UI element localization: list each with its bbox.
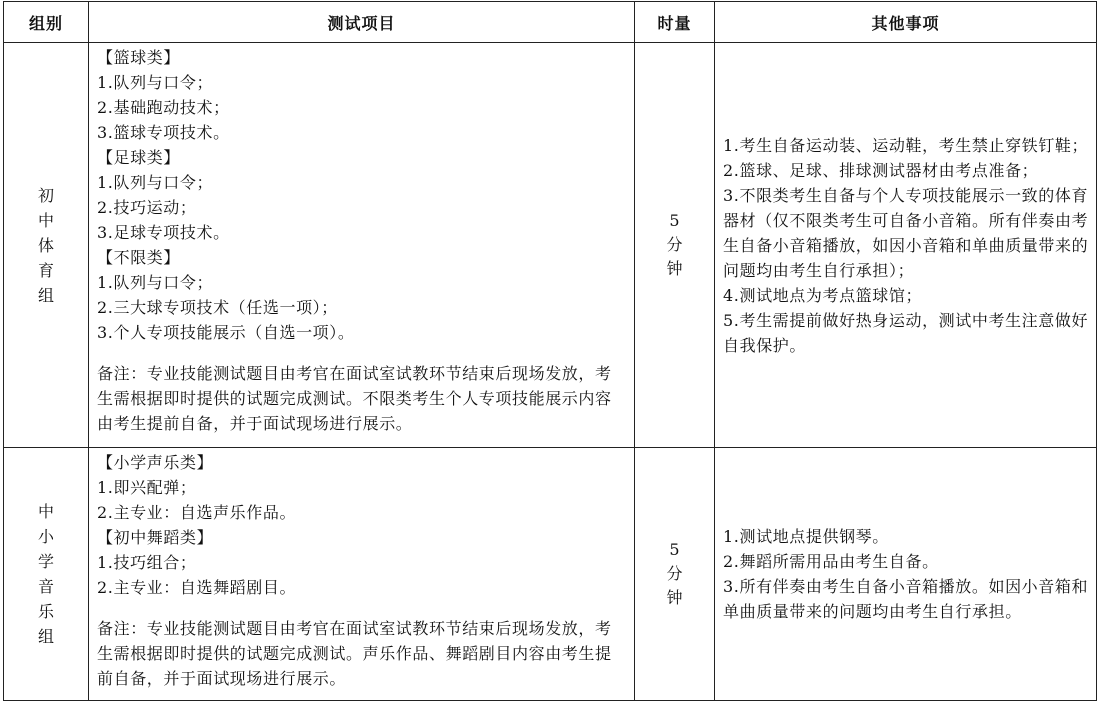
items-cell (89, 43, 635, 448)
note-text: 备注：专业技能测试题目由考官在面试室试教环节结束后现场发放，考生需根据即时提供的试题完成测试。声乐作品、舞蹈剧目内容由考生提前自备，并于面试现场进行展示。 (97, 619, 612, 688)
time-value: 5分钟 (666, 540, 683, 607)
item-line: 【初中舞蹈类】 (97, 528, 214, 547)
header-row (4, 2, 1097, 43)
note-text: 备注：专业技能测试题目由考官在面试室试教环节结束后现场发放，考生需根据即时提供的试题完成测试。不限类考生个人专项技能展示内容由考生提前自备，并于面试现场进行展示。 (97, 364, 612, 433)
other-item: 4.测试地点为考点篮球馆； (723, 285, 923, 305)
exam-table (3, 1, 1097, 701)
item-line: 2.主专业：自选声乐作品。 (97, 503, 297, 522)
item-line: 1.队列与口令； (97, 73, 214, 92)
other-item: 1.考生自备运动装、运动鞋，考生禁止穿铁钉鞋； (723, 135, 1089, 155)
item-line: 2.主专业：自选舞蹈剧目。 (97, 578, 297, 597)
header-other: 其他事项 (715, 2, 1097, 43)
time-cell (635, 448, 715, 701)
item-line: 3.足球专项技术。 (97, 223, 230, 242)
group-cell (4, 448, 89, 701)
item-line: 2.基础跑动技术； (97, 98, 230, 117)
table-row (4, 448, 1097, 701)
item-line: 2.技巧运动； (97, 198, 197, 217)
other-item: 5.考生需提前做好热身运动，测试中考生注意做好自我保护。 (723, 310, 1089, 355)
item-line: 【篮球类】 (97, 48, 181, 67)
group-name: 初中体育组 (37, 185, 54, 305)
header-group: 组别 (4, 2, 89, 43)
item-line: 1.队列与口令； (97, 173, 214, 192)
item-line: 【足球类】 (97, 148, 181, 167)
item-line: 【小学声乐类】 (97, 453, 214, 472)
other-item: 3.不限类考生自备与个人专项技能展示一致的体育器材（仅不限类考生可自备小音箱。所有伴奏由考生自备小音箱播放，如因小音箱和单曲质量带来的问题均由考生自行承担）； (723, 185, 1089, 280)
other-item: 2.舞蹈所需用品由考生自备。 (723, 552, 939, 571)
item-line: 3.篮球专项技术。 (97, 123, 230, 142)
time-cell (635, 43, 715, 448)
table-row (4, 43, 1097, 448)
other-item: 3.所有伴奏由考生自备小音箱播放。如因小音箱和单曲质量带来的问题均由考生自行承担。 (723, 577, 1089, 621)
group-name: 中小学音乐组 (37, 502, 54, 646)
item-line: 【不限类】 (97, 248, 181, 267)
other-item: 1.测试地点提供钢琴。 (723, 527, 889, 546)
other-item: 2.篮球、足球、排球测试器材由考点准备； (723, 160, 1039, 180)
other-cell (715, 448, 1097, 701)
item-line: 3.个人专项技能展示（自选一项）。 (97, 323, 355, 342)
header-items: 测试项目 (89, 2, 635, 43)
header-time: 时量 (635, 2, 715, 43)
other-cell (715, 43, 1097, 448)
item-line: 2.三大球专项技术（任选一项）； (97, 298, 338, 317)
item-line: 1.队列与口令； (97, 273, 214, 292)
items-cell (89, 448, 635, 701)
group-cell (4, 43, 89, 448)
item-line: 1.技巧组合； (97, 553, 197, 572)
time-value: 5分钟 (666, 211, 683, 278)
item-line: 1.即兴配弹； (97, 478, 197, 497)
